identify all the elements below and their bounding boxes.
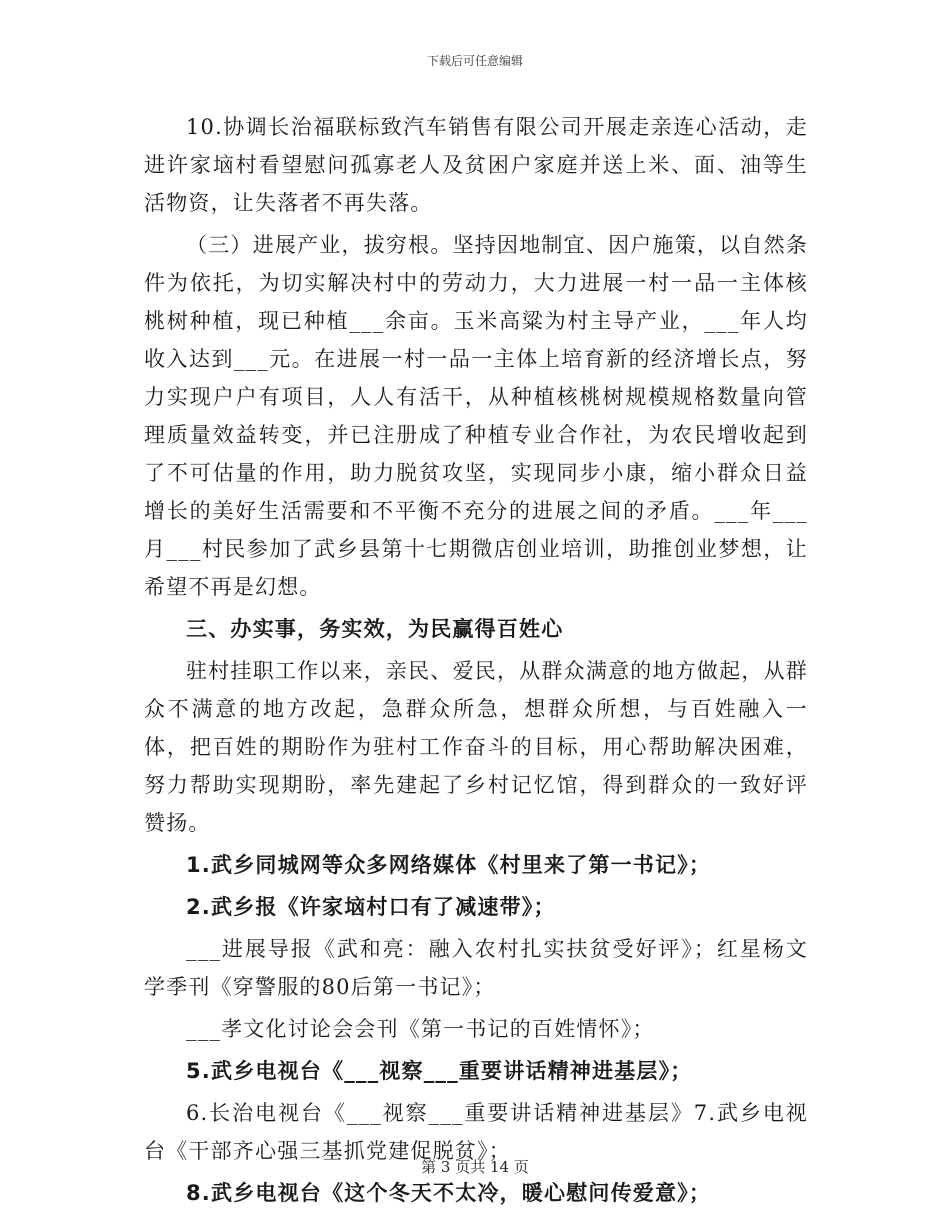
list-item-3-4: ___进展导报《武和亮：融入农村扎实扶贫受好评》；红星杨文学季刊《穿警服的80后第一书记》； <box>144 937 808 999</box>
paragraph-practical-work: 驻村挂职工作以来，亲民、爱民，从群众满意的地方做起，从群众不满意的地方改起，急群众所急，想群众所想，与百姓融入一体，把百姓的期盼作为驻村工作奋斗的目标，用心帮助解决困难，努力帮助实现期盼，率先建起了乡村记忆馆，得到群众的一致好评赞扬。 <box>144 659 808 835</box>
list-item-1: 1.武乡同城网等众多网络媒体《村里来了第一书记》； <box>186 853 712 877</box>
page-footer: 第 3 页共 14 页 <box>421 1158 529 1176</box>
paragraph-item-10: 10.协调长治福联标致汽车销售有限公司开展走亲连心活动，走进许家垴村看望慰问孤寡老人及贫困户家庭并送上米、面、油等生活物资，让失落者不再失落。 <box>144 115 808 215</box>
list-item-2: 2.武乡报《许家垴村口有了减速带》； <box>186 895 556 919</box>
list-item-6-7: 6.长治电视台《___视察___重要讲话精神进基层》7.武乡电视台《干部齐心强三基抓党建促脱贫》； <box>144 1101 808 1163</box>
list-item-filial: ___孝文化讨论会会刊《第一书记的百姓情怀》； <box>186 1017 655 1041</box>
list-item-5: 5.武乡电视台《___视察___重要讲话精神进基层》； <box>186 1059 693 1083</box>
page-header: 下载后可任意编辑 <box>426 54 523 68</box>
list-item-8: 8.武乡电视台《这个冬天不太冷，暖心慰问传爱意》； <box>186 1181 712 1205</box>
section-heading-3: 三、办实事，务实效，为民赢得百姓心 <box>186 617 564 641</box>
document-body <box>144 108 808 1212</box>
paragraph-section-industry: （三）进展产业，拔穷根。坚持因地制宜、因户施策，以自然条件为依托，为切实解决村中的劳动力，大力进展一村一品一主体核桃树种植，现已种植___余亩。玉米高粱为村主导产业，___年人均收入达到___元。在进展一村一品一主体上培育新的经济增长点，努力实现户户有项目，人人有活干，从种植核桃树规模规格数量向管理质量效益转变，并已注册成了种植专业合作社，为农民增收起到了不可估量的作用，助力脱贫攻坚，实现同步小康，缩小群众日益增长的美好生活需要和不平衡不充分的进展之间的矛盾。___年___月___村民参加了武乡县第十七期微店创业培训，助推创业梦想，让希望不再是幻想。 <box>144 233 808 599</box>
